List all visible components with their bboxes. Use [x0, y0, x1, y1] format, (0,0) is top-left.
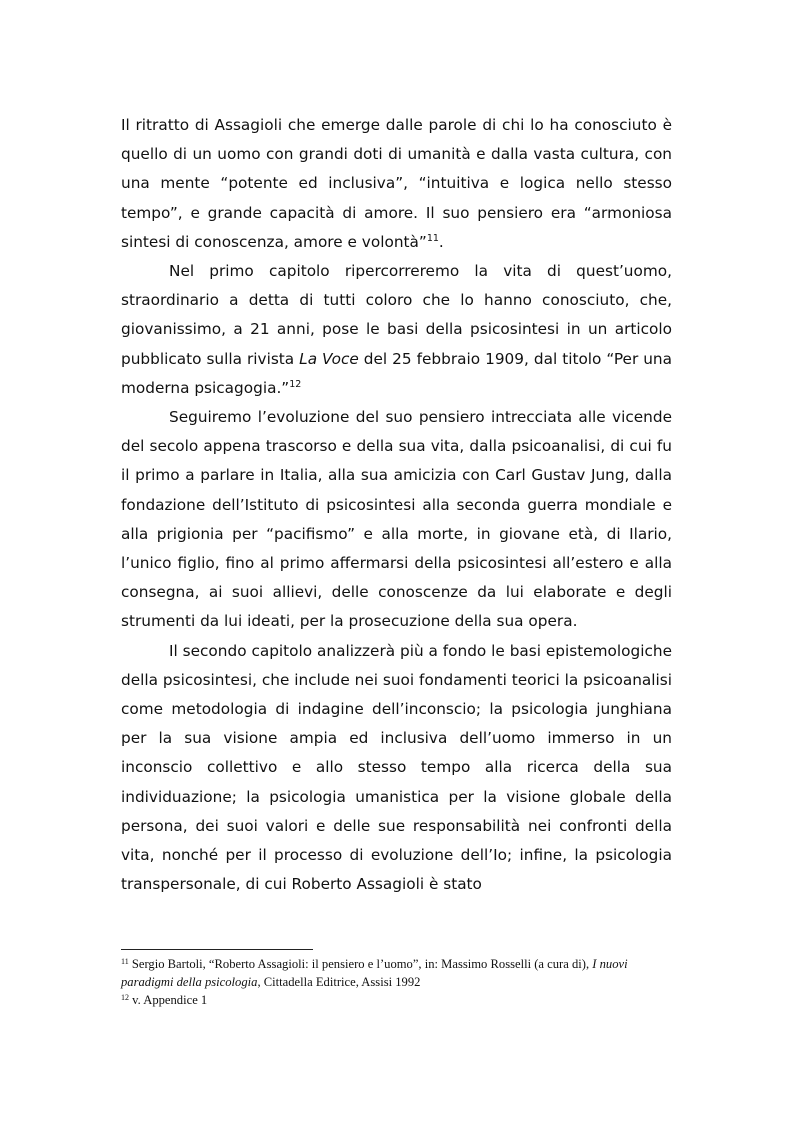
footnote-text: Sergio Bartoli, “Roberto Assagioli: il pensiero e l’uomo”, in: Massimo Rosselli (a cura di),	[128, 957, 593, 971]
paragraph: Il secondo capitolo analizzerà più a fondo le basi epistemologiche della psicosintesi, che include nei suoi fondamenti teorici la psicoanalisi come metodologia di indagine dell’inconscio; la psicologia junghiana per la sua visione ampia ed inclusiva dell’uomo immerso in un inconscio collettivo e allo stesso tempo alla ricerca della sua individuazione; la psicologia umanistica per la visione globale della persona, dei suoi valori e delle sue responsabilità nei confronti della vita, nonché per il processo di evoluzione dell’Io; infine, la psicologia transpersonale, di cui Roberto Assagioli è stato	[121, 641, 672, 894]
footnote-number: 12	[121, 993, 129, 1002]
paragraph-text-end: .	[438, 232, 444, 251]
paragraph	[121, 111, 672, 257]
footnote-separator	[121, 949, 313, 950]
footnote-text: , Cittadella Editrice, Assisi 1992	[257, 975, 421, 989]
body-text	[121, 111, 672, 899]
book-title: I nuovi paradigmi della psicologia	[121, 957, 628, 989]
paragraph-text: del 25 febbraio 1909, dal titolo “Per una moderna psicagogia.”	[121, 349, 672, 397]
footnote-number: 11	[121, 957, 129, 966]
paragraph-text: Il ritratto di Assagioli che emerge dalle parole di chi lo ha conosciuto è quello di un uomo con grandi doti di umanità e dalla vasta cultura, con una mente “potente ed inclusiva”, “intuitiva e logica nello stesso tempo”, e grande capacità di amore. Il suo pensiero era “armoniosa sintesi di conoscenza, amore e volontà”	[121, 116, 672, 251]
footnote	[121, 991, 676, 1009]
journal-title: La Voce	[299, 349, 359, 368]
paragraph-text: Nel primo capitolo ripercorreremo la vita di quest’uomo, straordinario a detta di tutti coloro che lo hanno conosciuto, che, giovanissimo, a 21 anni, pose le basi della psicosintesi in un articolo pubblicato sulla rivista	[121, 262, 672, 368]
footnote-reference: 12	[289, 378, 302, 390]
paragraph: Seguiremo l’evoluzione del suo pensiero intrecciata alle vicende del secolo appena trascorso e della sua vita, dalla psicoanalisi, di cui fu il primo a parlare in Italia, alla sua amicizia con Carl Gustav Jung, dalla fondazione dell’Istituto di psicosintesi alla seconda guerra mondiale e alla prigionia per “pacifismo” e alla morte, in giovane età, di Ilario, l’unico figlio, fino al primo affermarsi della psicosintesi all’estero e alla consegna, ai suoi allievi, delle conoscenze da lui elaborate e degli strumenti da lui ideati, per la prosecuzione della sua opera.	[121, 408, 672, 631]
footnote-text: v. Appendice 1	[129, 993, 208, 1007]
footnote	[121, 955, 676, 991]
paragraph	[121, 257, 672, 403]
footnotes	[121, 955, 676, 1009]
footnote-reference: 11	[426, 232, 439, 244]
